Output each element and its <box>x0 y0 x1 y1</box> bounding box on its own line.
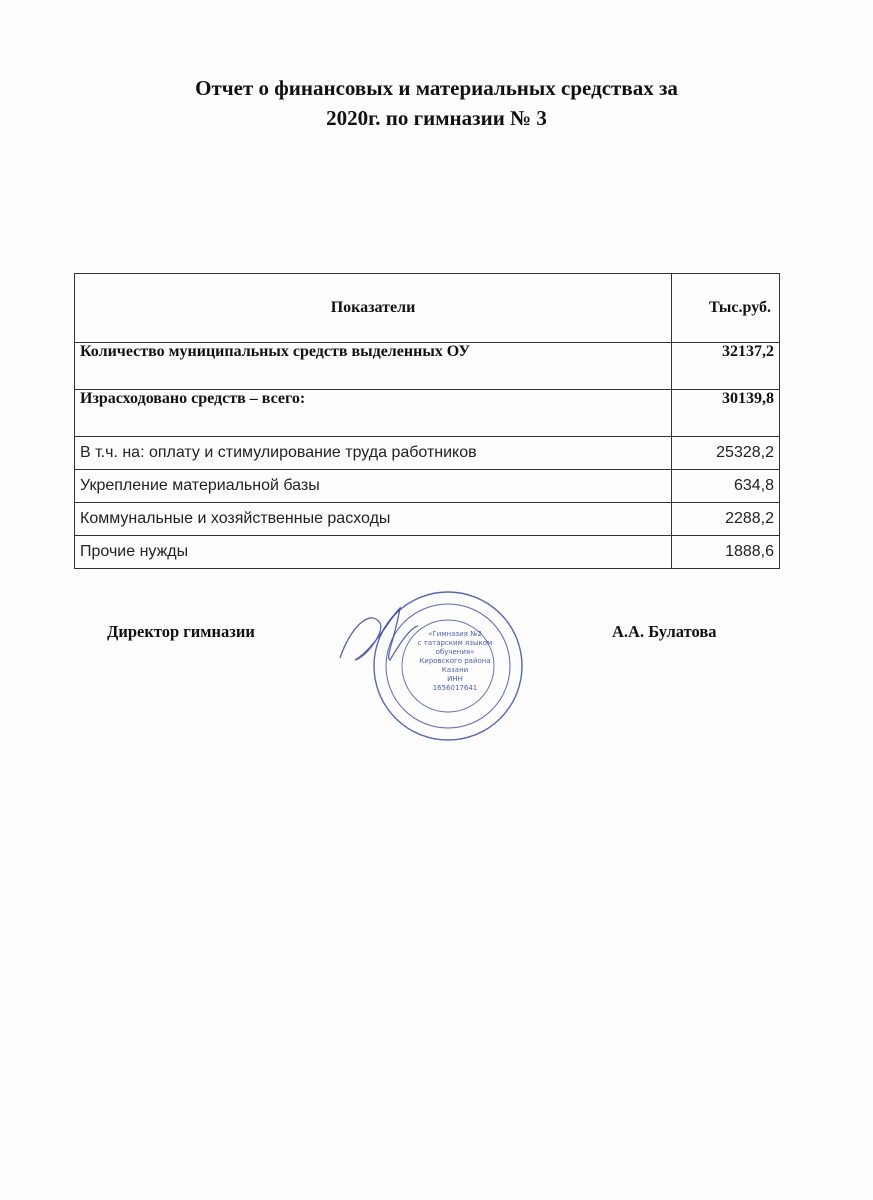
stamp-line-7: 1656017641 <box>432 684 478 692</box>
stamp-line-2: с татарским языком <box>417 639 493 647</box>
director-position: Директор гимназии <box>107 622 255 641</box>
table-row <box>75 390 780 437</box>
table-row <box>75 437 780 470</box>
row-label: Коммунальные и хозяйственные расходы <box>75 503 672 536</box>
stamp-line-5: Казани <box>441 666 469 674</box>
row-value: 634,8 <box>672 470 780 503</box>
row-value: 1888,6 <box>672 536 780 569</box>
row-label: Израсходовано средств – всего: <box>75 390 672 437</box>
row-label: Количество муниципальных средств выделенных ОУ <box>75 343 672 390</box>
row-value: 2288,2 <box>672 503 780 536</box>
header-thousand-rub: Тыс.руб. <box>672 274 780 343</box>
row-label: Прочие нужды <box>75 536 672 569</box>
header-indicators: Показатели <box>75 274 672 343</box>
row-value: 30139,8 <box>672 390 780 437</box>
director-name: А.А. Булатова <box>612 622 717 641</box>
official-stamp <box>330 588 530 748</box>
row-value: 32137,2 <box>672 343 780 390</box>
table-row <box>75 536 780 569</box>
document-title <box>0 73 873 133</box>
table-header-row <box>75 274 780 343</box>
finance-table <box>74 273 780 569</box>
signature-scribble <box>340 608 418 660</box>
row-value: 25328,2 <box>672 437 780 470</box>
table-row <box>75 470 780 503</box>
title-line-2: 2020г. по гимназии № 3 <box>326 106 547 130</box>
stamp-line-1: «Гимназия №2 <box>428 630 482 638</box>
row-label: Укрепление материальной базы <box>75 470 672 503</box>
stamp-line-3: обучения» <box>435 648 475 656</box>
stamp-line-4: Кировского района <box>419 657 491 665</box>
row-label: В т.ч. на: оплату и стимулирование труда работников <box>75 437 672 470</box>
title-line-1: Отчет о финансовых и материальных средствах за <box>195 76 678 100</box>
table-row <box>75 503 780 536</box>
table-row <box>75 343 780 390</box>
stamp-line-6: ИНН <box>447 675 463 683</box>
